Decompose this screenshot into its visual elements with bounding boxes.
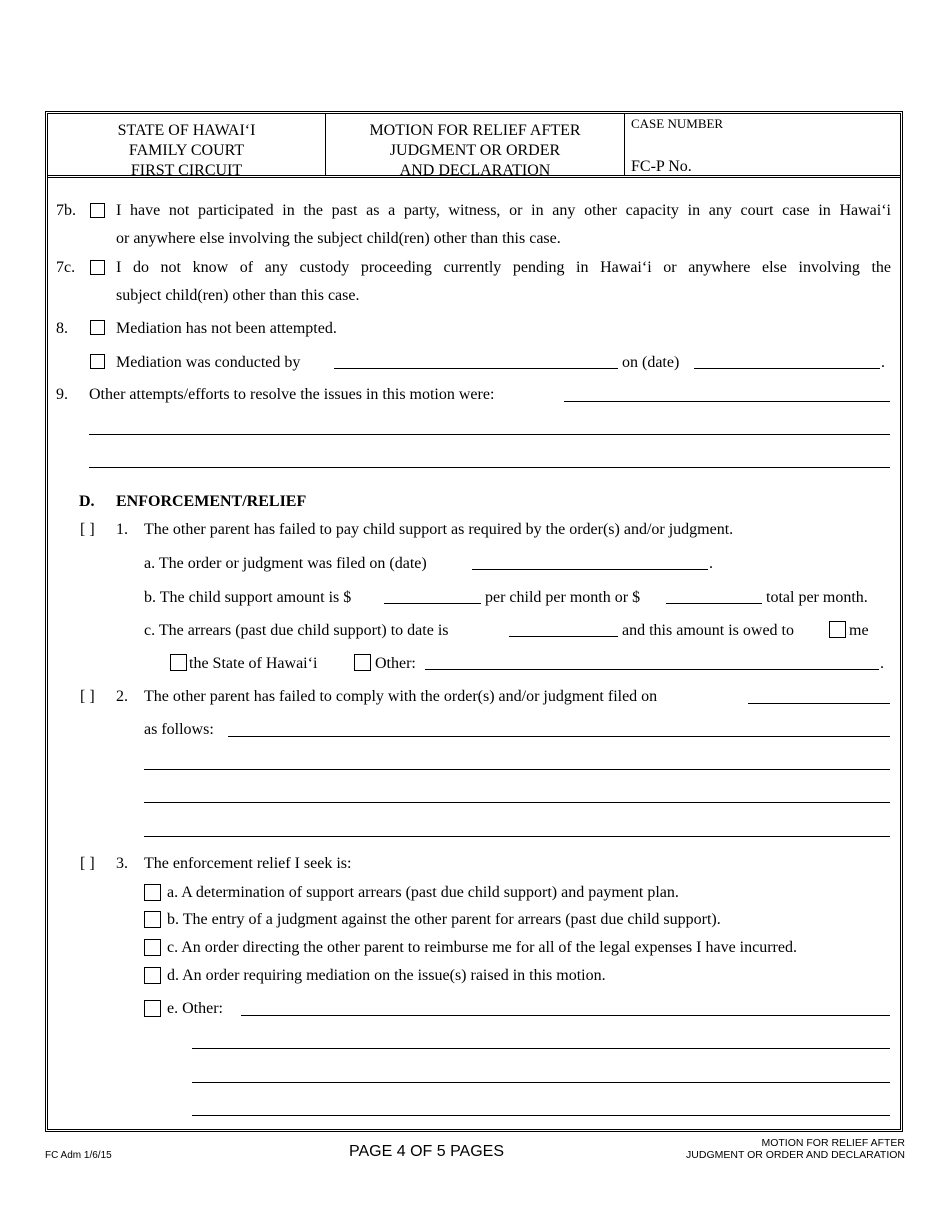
checkbox-relief-a[interactable] bbox=[144, 884, 161, 901]
other-attempts-line[interactable] bbox=[564, 401, 890, 402]
item-9-number: 9. bbox=[56, 386, 68, 403]
checkbox-mediation-not-attempted[interactable] bbox=[90, 320, 105, 335]
mediation-date-line[interactable] bbox=[694, 368, 880, 369]
checkbox-relief-c[interactable] bbox=[144, 939, 161, 956]
total-amount-line[interactable] bbox=[666, 603, 762, 604]
checkbox-7b[interactable] bbox=[90, 203, 105, 218]
noncompliance-line[interactable] bbox=[228, 736, 890, 737]
item-7b-number: 7b. bbox=[56, 202, 76, 219]
checkbox-relief-d[interactable] bbox=[144, 967, 161, 984]
mediation-date-label: on (date) bbox=[622, 354, 680, 371]
relief-option-d: d. An order requiring mediation on the issue(s) raised in this motion. bbox=[167, 967, 606, 984]
noncompliance-line[interactable] bbox=[144, 836, 890, 837]
item-7b-text-cont: or anywhere else involving the subject child(ren) other than this case. bbox=[116, 230, 561, 247]
footer-title-line: JUDGMENT OR ORDER AND DECLARATION bbox=[686, 1149, 905, 1161]
bracket-checkbox-2[interactable]: [ ] bbox=[80, 688, 95, 705]
compliance-date-line[interactable] bbox=[748, 703, 890, 704]
title-line: AND DECLARATION bbox=[399, 162, 551, 179]
case-number-block[interactable] bbox=[625, 114, 900, 175]
d3-number: 3. bbox=[116, 855, 128, 872]
case-number-label: CASE NUMBER bbox=[631, 116, 724, 131]
court-name-block bbox=[48, 114, 325, 179]
d2-text: The other parent has failed to comply with the order(s) and/or judgment filed on bbox=[144, 688, 658, 705]
checkbox-relief-e[interactable] bbox=[144, 1000, 161, 1017]
title-line: MOTION FOR RELIEF AFTER bbox=[369, 122, 581, 139]
relief-option-b: b. The entry of a judgment against the other parent for arrears (past due child support). bbox=[167, 911, 721, 928]
checkbox-mediation-conducted[interactable] bbox=[90, 354, 105, 369]
form-id: FC Adm 1/6/15 bbox=[45, 1150, 112, 1161]
checkbox-owed-me[interactable] bbox=[829, 621, 846, 638]
bracket-checkbox-3[interactable]: [ ] bbox=[80, 855, 95, 872]
noncompliance-line[interactable] bbox=[144, 802, 890, 803]
court-line: FIRST CIRCUIT bbox=[130, 162, 243, 179]
relief-other-line[interactable] bbox=[241, 1015, 890, 1016]
period: . bbox=[881, 354, 885, 371]
mediation-conducted-text: Mediation was conducted by bbox=[116, 354, 301, 371]
item-9-text: Other attempts/efforts to resolve the issues in this motion were: bbox=[89, 386, 495, 403]
d1-number: 1. bbox=[116, 521, 128, 538]
item-7c-text: I do not know of any custody proceeding currently pending in Hawai‘i or anywhere else involving the bbox=[116, 259, 891, 276]
arrears-amount-line[interactable] bbox=[509, 636, 618, 637]
owed-me-label: me bbox=[849, 622, 869, 639]
relief-other-line[interactable] bbox=[192, 1082, 890, 1083]
court-line: STATE OF HAWAI‘I bbox=[117, 122, 256, 139]
d1-text: The other parent has failed to pay child support as required by the order(s) and/or judgment. bbox=[144, 521, 734, 538]
item-8-number: 8. bbox=[56, 320, 68, 337]
footer-title-line: MOTION FOR RELIEF AFTER bbox=[761, 1137, 905, 1149]
d1b-text: b. The child support amount is $ bbox=[144, 589, 352, 606]
d1a-text: a. The order or judgment was filed on (date) bbox=[144, 555, 427, 572]
item-7c-text-cont: subject child(ren) other than this case. bbox=[116, 287, 360, 304]
fcp-number-label: FC-P No. bbox=[631, 158, 692, 175]
title-line: JUDGMENT OR ORDER bbox=[389, 142, 561, 159]
section-letter: D. bbox=[79, 493, 95, 510]
other-attempts-line[interactable] bbox=[89, 434, 890, 435]
order-filed-date-line[interactable] bbox=[472, 569, 708, 570]
relief-option-a: a. A determination of support arrears (past due child support) and payment plan. bbox=[167, 884, 679, 901]
d2-number: 2. bbox=[116, 688, 128, 705]
owed-other-label: Other: bbox=[375, 655, 416, 672]
checkbox-7c[interactable] bbox=[90, 260, 105, 275]
noncompliance-line[interactable] bbox=[144, 769, 890, 770]
mediation-not-attempted-text: Mediation has not been attempted. bbox=[116, 320, 337, 337]
per-child-amount-line[interactable] bbox=[384, 603, 481, 604]
document-title-block bbox=[325, 114, 625, 179]
page-number: PAGE 4 OF 5 PAGES bbox=[349, 1143, 505, 1160]
d3-text: The enforcement relief I seek is: bbox=[144, 855, 352, 872]
bracket-checkbox-1[interactable]: [ ] bbox=[80, 521, 95, 538]
relief-other-line[interactable] bbox=[192, 1048, 890, 1049]
footer-title bbox=[686, 1137, 905, 1161]
court-line: FAMILY COURT bbox=[128, 142, 245, 159]
form-header bbox=[48, 114, 900, 178]
relief-other-line[interactable] bbox=[192, 1115, 890, 1116]
owed-state-label: the State of Hawai‘i bbox=[189, 655, 318, 672]
relief-option-c: c. An order directing the other parent to reimburse me for all of the legal expenses I have incurred. bbox=[167, 939, 797, 956]
period: . bbox=[709, 555, 713, 572]
relief-option-e: e. Other: bbox=[167, 1000, 223, 1017]
owed-other-line[interactable] bbox=[425, 669, 879, 670]
d1b-post-text: total per month. bbox=[766, 589, 868, 606]
item-7b-text: I have not participated in the past as a party, witness, or in any other capacity in any court case in Hawai‘i bbox=[116, 202, 891, 219]
section-title: ENFORCEMENT/RELIEF bbox=[116, 493, 307, 510]
other-attempts-line[interactable] bbox=[89, 467, 890, 468]
mediator-name-line[interactable] bbox=[334, 368, 618, 369]
checkbox-owed-state[interactable] bbox=[170, 654, 187, 671]
d1b-mid-text: per child per month or $ bbox=[485, 589, 641, 606]
period: . bbox=[880, 655, 884, 672]
d1c-text: c. The arrears (past due child support) to date is bbox=[144, 622, 449, 639]
checkbox-owed-other[interactable] bbox=[354, 654, 371, 671]
d1c-mid-text: and this amount is owed to bbox=[622, 622, 794, 639]
d2-follows-label: as follows: bbox=[144, 721, 214, 738]
checkbox-relief-b[interactable] bbox=[144, 911, 161, 928]
item-7c-number: 7c. bbox=[56, 259, 76, 276]
